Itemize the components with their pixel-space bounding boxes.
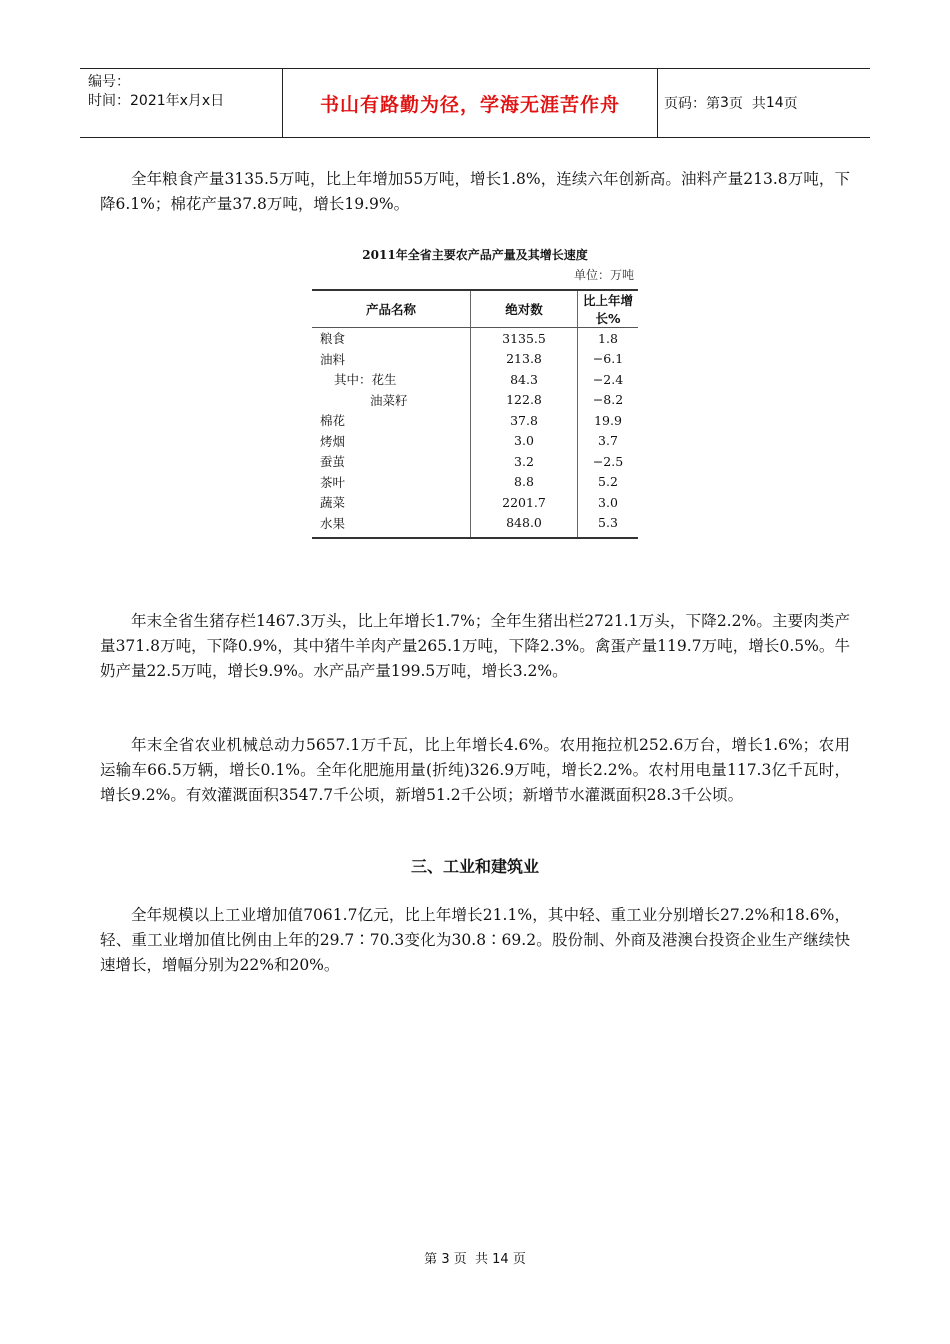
cell-name: 水果 [312, 513, 471, 539]
page-footer [0, 1248, 950, 1267]
footer-end: 页 [512, 1252, 526, 1267]
cell-name: 油菜籽 [312, 390, 471, 411]
table-header-row [312, 290, 638, 328]
cell-abs: 213.8 [471, 349, 578, 370]
cell-name: 油料 [312, 349, 471, 370]
cell-name: 烤烟 [312, 431, 471, 452]
cell-abs: 122.8 [471, 390, 578, 411]
paragraph-grain: 全年粮食产量3135.5万吨，比上年增加55万吨，增长1.8%，连续六年创新高。油料产量213.8万吨，下降6.1%；棉花产量37.8万吨，增长19.9%。 [100, 170, 850, 213]
cell-abs: 84.3 [471, 369, 578, 390]
footer-mid: 页 共 [453, 1252, 488, 1267]
col-header-name: 产品名称 [312, 290, 471, 328]
cell-growth: 19.9 [594, 412, 622, 428]
col-header-abs: 绝对数 [471, 290, 578, 328]
cell-abs: 2201.7 [471, 492, 578, 513]
page-current: 3 [720, 95, 729, 111]
cell-name: 棉花 [312, 410, 471, 431]
header-meta [88, 73, 284, 111]
cell-abs: 3.0 [471, 431, 578, 452]
code-label: 编号： [88, 74, 130, 90]
table-row [312, 410, 638, 431]
agri-products-table [312, 289, 638, 539]
table-row [312, 390, 638, 411]
paragraph-industry: 全年规模以上工业增加值7061.7亿元，比上年增长21.1%，其中轻、重工业分别增长27.2%和18.6%，轻、重工业增加值比例由上年的29.7∶70.3变化为30.8∶69.2。股份制、外商及港澳台投资企业生产继续快速增长，增幅分别为22%和20%。 [100, 906, 850, 974]
cell-growth: 3.7 [598, 433, 618, 449]
footer-page: 3 [441, 1252, 450, 1267]
cell-name: 其中：花生 [312, 369, 471, 390]
cell-name: 蚕茧 [312, 451, 471, 472]
footer-pre: 第 [424, 1252, 438, 1267]
table-row [312, 513, 638, 539]
page-header [80, 68, 870, 138]
cell-name: 蔬菜 [312, 492, 471, 513]
paragraph-machinery: 年末全省农业机械总动力5657.1万千瓦，比上年增长4.6%。农用拖拉机252.6万台，增长1.6%；农用运输车66.5万辆，增长0.1%。全年化肥施用量(折纯)326.9万吨，增长2.2%。农村用电量117.3亿千瓦时，增长9.2%。有效灌溉面积3547.7千公顷，新增51.2千公顷；新增节水灌溉面积28.3千公顷。 [100, 736, 850, 804]
cell-abs: 8.8 [471, 472, 578, 493]
table-row [312, 431, 638, 452]
agri-products-table-figure [312, 240, 638, 530]
section-title: 三、工业和建筑业 [410, 857, 539, 876]
table-row [312, 369, 638, 390]
cell-growth: −2.5 [592, 453, 624, 469]
footer-total: 14 [492, 1252, 509, 1267]
table-unit: 单位：万吨 [573, 268, 634, 282]
cell-abs: 3.2 [471, 451, 578, 472]
cell-growth: −2.4 [592, 371, 624, 387]
cell-growth: 5.3 [578, 513, 639, 539]
table-row [312, 472, 638, 493]
cell-growth: 5.2 [598, 474, 618, 490]
table-title: 2011年全省主要农产品产量及其增长速度 [362, 248, 588, 262]
cell-growth: −6.1 [592, 351, 624, 367]
paragraph-livestock: 年末全省生猪存栏1467.3万头，比上年增长1.7%；全年生猪出栏2721.1万头，下降2.2%。主要肉类产量371.8万吨，下降0.9%，其中猪牛羊肉产量265.1万吨，下降2.3%。禽蛋产量119.7万吨，增长0.5%。牛奶产量22.5万吨，增长9.9%。水产品产量199.5万吨，增长3.2%。 [100, 612, 850, 680]
header-page-number [664, 69, 798, 137]
header-motto: 书山有路勤为径，学海无涯苦作舟 [319, 93, 620, 116]
cell-growth: 3.0 [598, 494, 618, 510]
page-end: 页 [783, 96, 798, 112]
cell-growth: −8.2 [592, 392, 624, 408]
cell-growth: 1.8 [598, 330, 618, 346]
cell-name: 粮食 [312, 328, 471, 349]
page-mid: 页 共 [728, 96, 766, 112]
col-header-growth: 比上年增长% [578, 290, 639, 328]
table-row [312, 328, 638, 349]
cell-name: 茶叶 [312, 472, 471, 493]
table-row [312, 492, 638, 513]
header-divider [657, 69, 658, 137]
time-label: 时间：2021年x月x日 [88, 93, 225, 109]
cell-abs: 3135.5 [471, 328, 578, 349]
cell-abs: 37.8 [471, 410, 578, 431]
table-row [312, 451, 638, 472]
page-total: 14 [765, 95, 784, 111]
table-row [312, 349, 638, 370]
cell-abs: 848.0 [471, 513, 578, 539]
page-label: 页码：第 [664, 96, 720, 112]
